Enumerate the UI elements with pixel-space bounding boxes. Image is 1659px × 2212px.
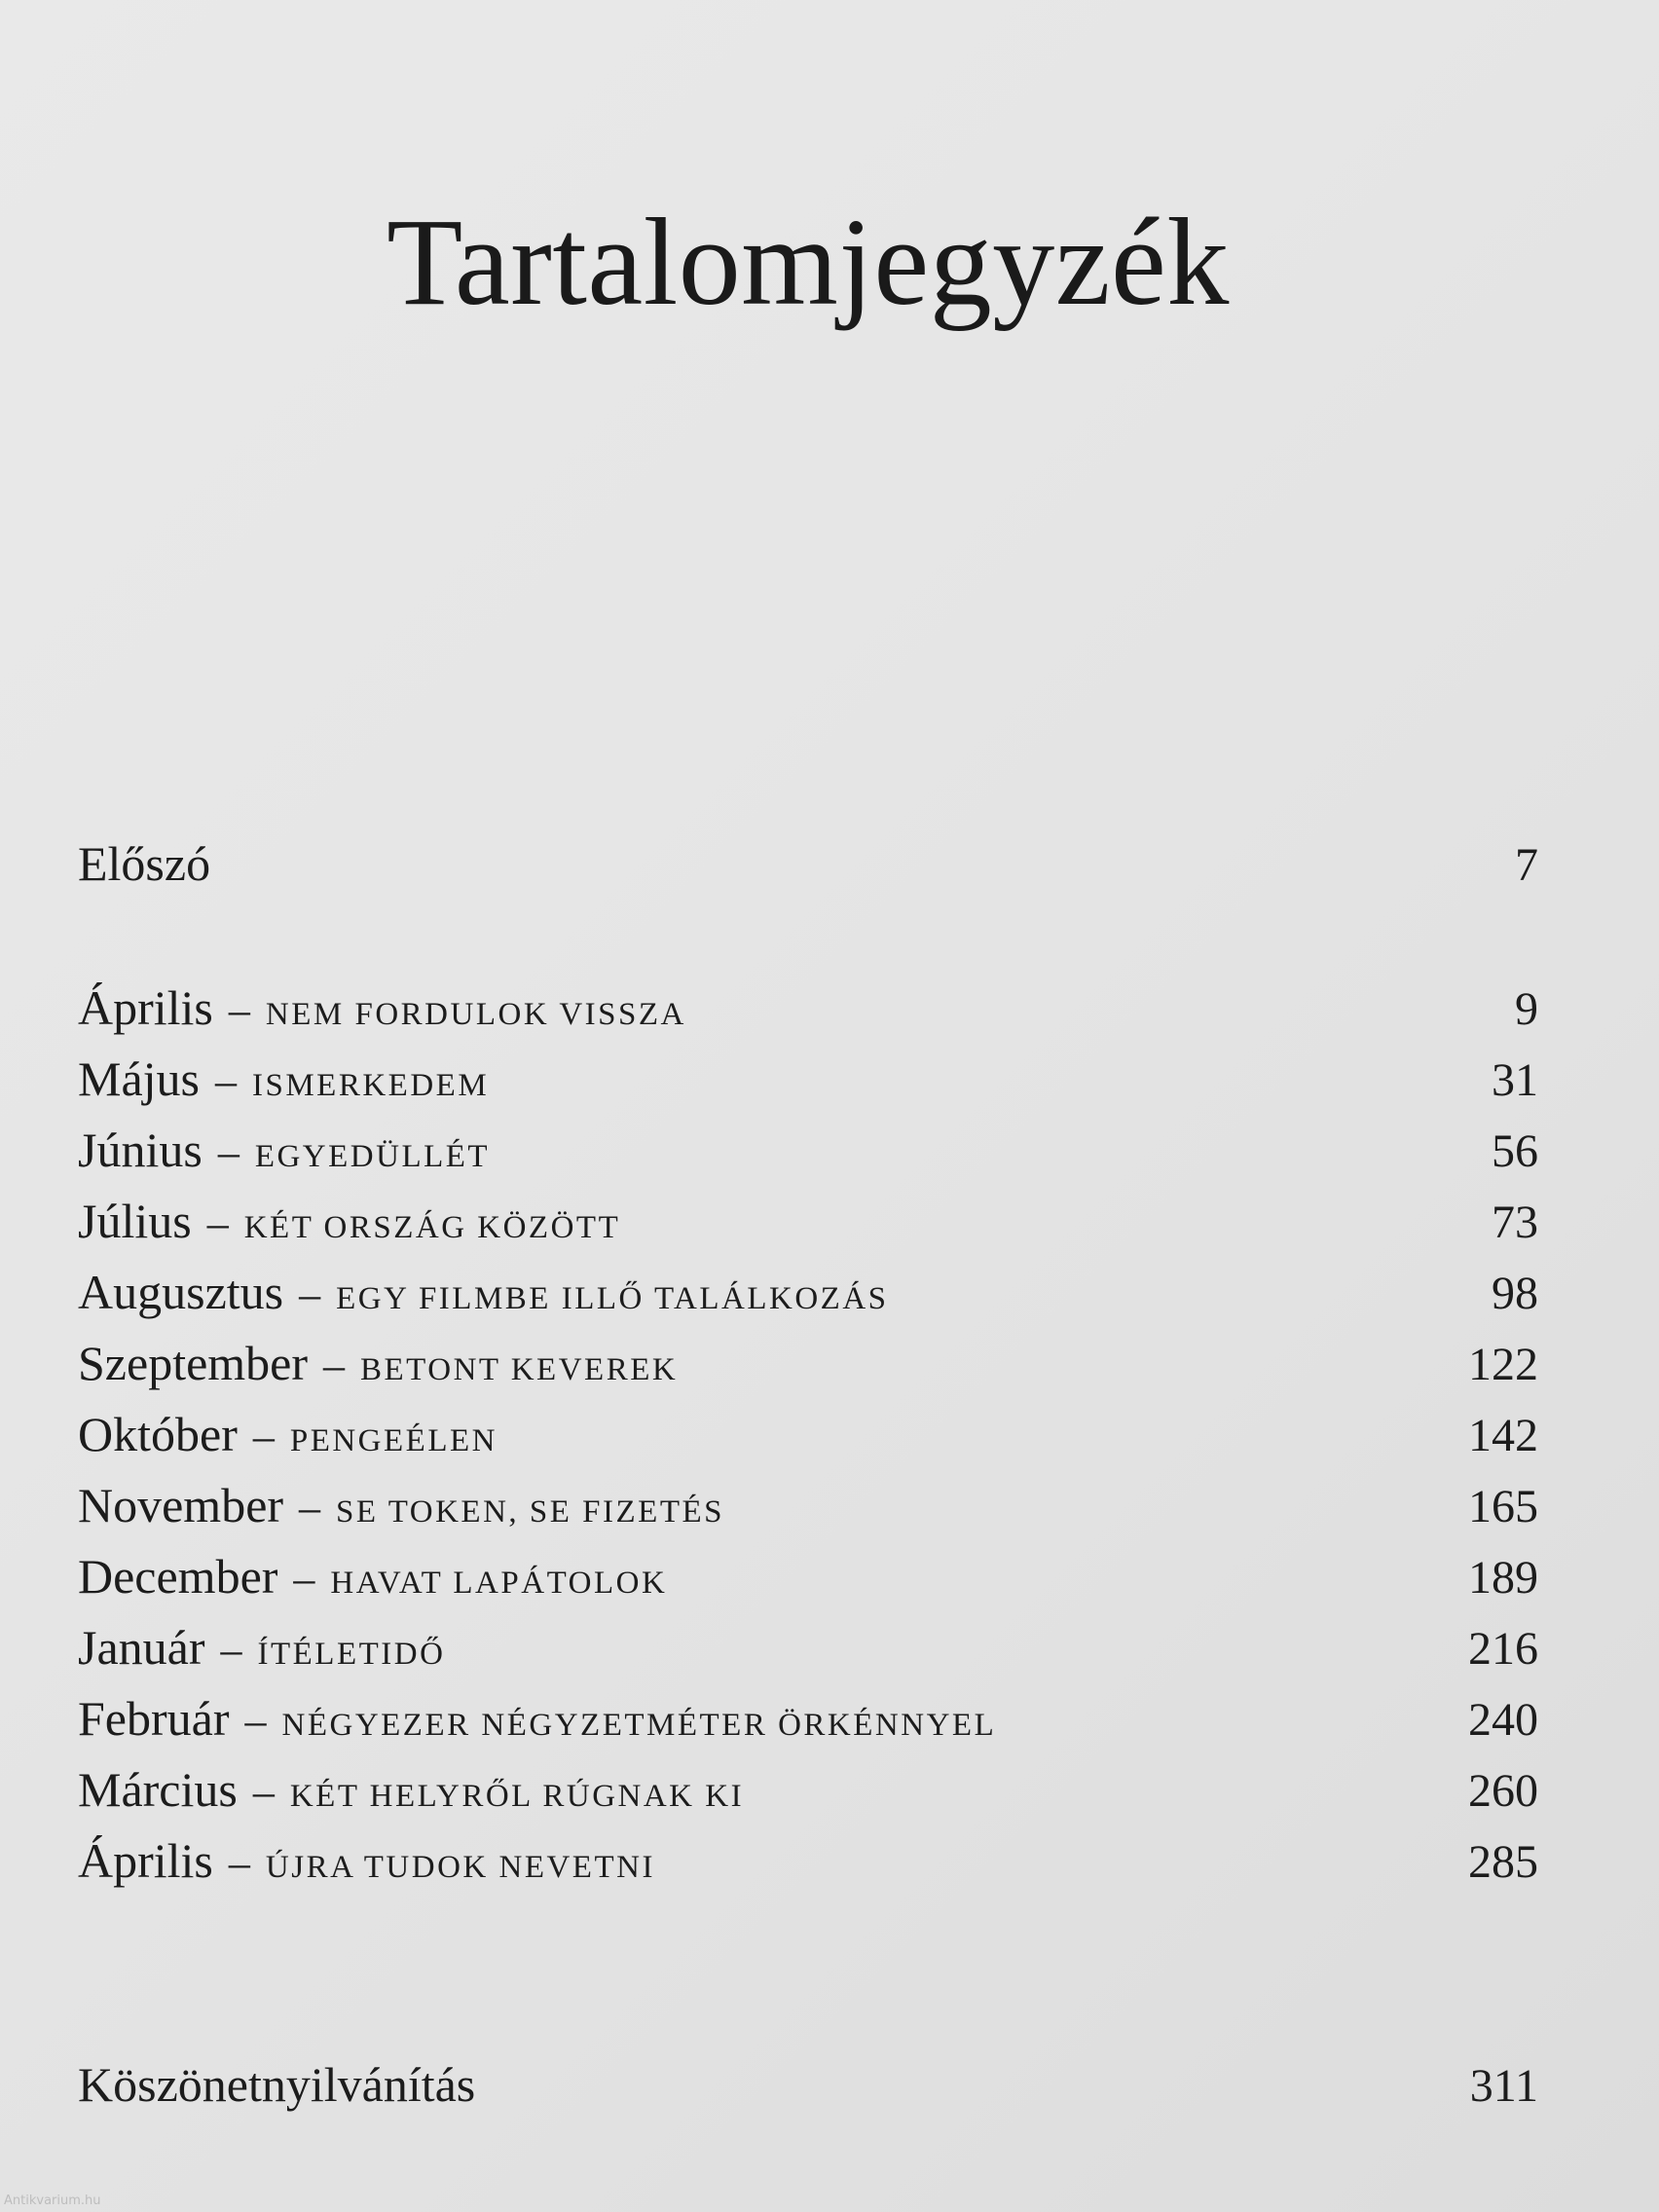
entry-subtitle: HAVAT LAPÁTOLOK — [330, 1566, 668, 1601]
entry-title: November — [78, 1478, 284, 1532]
toc-entry-junius — [78, 1122, 1538, 1184]
entry-page-number: 311 — [1469, 2060, 1538, 2112]
entry-page-number: 98 — [1492, 1268, 1538, 1319]
toc-entry-julius — [78, 1193, 1538, 1255]
entry-title: Február — [78, 1691, 230, 1746]
entry-subtitle: BETONT KEVEREK — [360, 1352, 679, 1387]
entry-title: Május — [78, 1051, 200, 1106]
toc-entry-december — [78, 1548, 1538, 1610]
entry-separator: – — [293, 1555, 315, 1603]
entry-subtitle: EGYEDÜLLÉT — [254, 1139, 491, 1174]
entry-page-number: 7 — [1515, 839, 1538, 891]
toc-entry-november — [78, 1477, 1538, 1539]
entry-separator: – — [228, 986, 250, 1034]
entry-page-number: 285 — [1468, 1836, 1538, 1888]
toc-entry-februar — [78, 1690, 1538, 1752]
toc-entry-januar — [78, 1619, 1538, 1681]
entry-separator: – — [228, 1839, 250, 1887]
entry-page-number: 165 — [1468, 1481, 1538, 1532]
entry-title: Július — [78, 1194, 192, 1248]
entry-separator: – — [217, 1128, 240, 1176]
toc-entry-eloszo — [78, 835, 1538, 898]
entry-separator: – — [244, 1697, 267, 1745]
toc-entry-szeptember — [78, 1335, 1538, 1397]
toc-entry-augusztus — [78, 1264, 1538, 1326]
toc-entry-koszonetnyilvanitas — [78, 2056, 1538, 2119]
entry-separator: – — [299, 1271, 321, 1318]
entry-subtitle: KÉT HELYRŐL RÚGNAK KI — [289, 1779, 745, 1814]
entry-separator: – — [252, 1413, 275, 1460]
entry-page-number: 9 — [1515, 983, 1538, 1035]
entry-page-number: 189 — [1468, 1552, 1538, 1604]
entry-subtitle: NEM FORDULOK VISSZA — [265, 997, 686, 1032]
entry-subtitle: PENGEÉLEN — [289, 1423, 498, 1458]
entry-subtitle: ISMERKEDEM — [252, 1068, 490, 1103]
entry-title: Január — [78, 1620, 205, 1675]
entry-separator: – — [299, 1484, 321, 1531]
entry-title: Március — [78, 1762, 238, 1817]
entry-subtitle: EGY FILMBE ILLŐ TALÁLKOZÁS — [336, 1281, 889, 1316]
entry-subtitle: SE TOKEN, SE FIZETÉS — [336, 1494, 725, 1530]
table-of-contents — [78, 0, 1538, 2212]
entry-page-number: 122 — [1468, 1339, 1538, 1390]
toc-entry-marcius — [78, 1761, 1538, 1824]
entry-separator: – — [323, 1342, 346, 1389]
entry-page-number: 142 — [1468, 1410, 1538, 1461]
entry-title: Előszó — [78, 836, 211, 891]
entry-subtitle: NÉGYEZER NÉGYZETMÉTER ÖRKÉNNYEL — [281, 1708, 997, 1743]
entry-title: Köszönetnyilvánítás — [78, 2057, 476, 2112]
entry-title: Június — [78, 1123, 203, 1177]
entry-title: December — [78, 1549, 278, 1604]
watermark: Antikvarium.hu — [4, 2194, 101, 2208]
entry-title: Szeptember — [78, 1336, 309, 1390]
entry-subtitle: ÍTÉLETIDŐ — [257, 1637, 446, 1672]
entry-page-number: 216 — [1468, 1623, 1538, 1675]
entry-title: Április — [78, 1833, 213, 1888]
entry-separator: – — [220, 1626, 242, 1674]
entry-title: Október — [78, 1407, 238, 1461]
entry-separator: – — [206, 1199, 229, 1247]
entry-separator: – — [252, 1768, 275, 1816]
toc-entry-majus — [78, 1051, 1538, 1113]
entry-subtitle: KÉT ORSZÁG KÖZÖTT — [243, 1210, 621, 1245]
entry-title: Augusztus — [78, 1265, 284, 1319]
toc-entry-aprilis-2 — [78, 1832, 1538, 1895]
entry-separator: – — [215, 1057, 237, 1105]
entry-title: Április — [78, 980, 213, 1035]
toc-entry-oktober — [78, 1406, 1538, 1468]
entry-page-number: 56 — [1492, 1125, 1538, 1177]
entry-subtitle: ÚJRA TUDOK NEVETNI — [265, 1850, 655, 1885]
entry-page-number: 240 — [1468, 1694, 1538, 1746]
entry-page-number: 73 — [1492, 1197, 1538, 1248]
toc-entry-aprilis — [78, 979, 1538, 1042]
entry-page-number: 260 — [1468, 1765, 1538, 1817]
entry-page-number: 31 — [1492, 1054, 1538, 1106]
page-title: Tartalomjegyzék — [387, 193, 1230, 331]
